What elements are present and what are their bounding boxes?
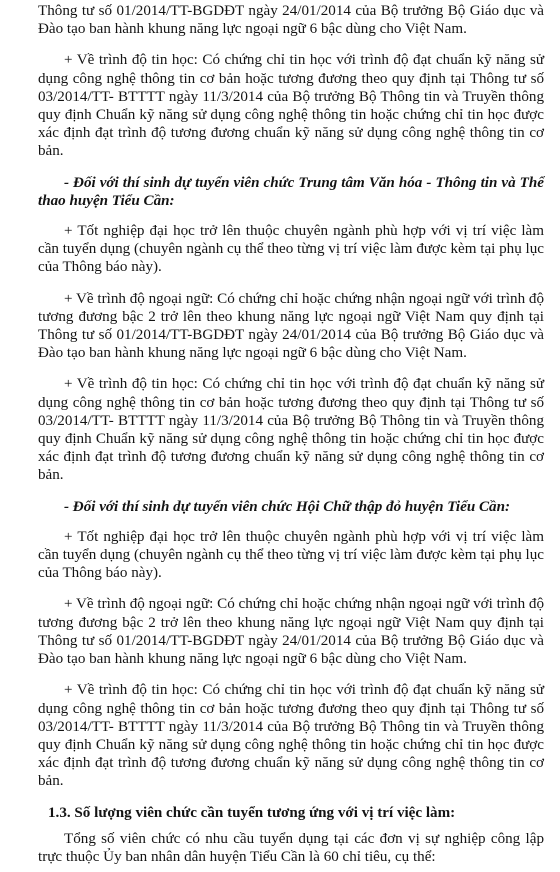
paragraph-recruitment-total: Tổng số viên chức có nhu cầu tuyển dụng tại các đơn vị sự nghiệp công lập trực thuộc Ủy ban nhân dân huyện Tiểu Cần là 60 chỉ tiêu, cụ thể: [38,830,544,865]
paragraph-it-requirement: + Về trình độ tin học: Có chứng chỉ tin học với trình độ đạt chuẩn kỹ năng sử dụng công nghệ thông tin cơ bản hoặc tương đương theo quy định tại Thông tư số 03/2014/TT- BTTTT ngày 11/3/2014 của Bộ trưởng Bộ Thông tin và Truyền thông quy định Chuẩn kỹ năng sử dụng công nghệ thông tin hoặc chứng chỉ tin học được xác định đạt trình độ tương đương chuẩn kỹ năng sử dụng công nghệ thông tin cơ bản. [38,52,544,160]
paragraph-degree-requirement: + Tốt nghiệp đại học trở lên thuộc chuyên ngành phù hợp với vị trí việc làm cần tuyển dụng (chuyên ngành cụ thể theo từng vị trí việc làm được kèm tại phụ lục của Thông báo này). [38,223,544,276]
paragraph-foreign-language-continuation: Thông tư số 01/2014/TT-BGDĐT ngày 24/01/2014 của Bộ trưởng Bộ Giáo dục và Đào tạo ban hành khung năng lực ngoại ngữ 6 bậc dùng cho Việt Nam. [38,3,544,38]
heading-red-cross-candidates: - Đối với thí sinh dự tuyển viên chức Hội Chữ thập đỏ huyện Tiểu Cần: [64,498,511,515]
section-heading-recruitment-quota: 1.3. Số lượng viên chức cần tuyển tương ứng với vị trí việc làm: [48,804,456,821]
paragraph-degree-requirement: + Tốt nghiệp đại học trở lên thuộc chuyên ngành phù hợp với vị trí việc làm cần tuyển dụng (chuyên ngành cụ thể theo từng vị trí việc làm được kèm tại phụ lục của Thông báo này). [38,528,544,582]
heading-culture-center-candidates: - Đối với thí sinh dự tuyển viên chức Trung tâm Văn hóa - Thông tin và Thể thao huyện Tiểu Cần: [38,174,544,209]
paragraph-foreign-language-requirement: + Về trình độ ngoại ngữ: Có chứng chỉ hoặc chứng nhận ngoại ngữ với trình độ tương đương bậc 2 trở lên theo khung năng lực ngoại ngữ Việt Nam quy định tại Thông tư số 01/2014/TT-BGDĐT ngày 24/01/2014 của Bộ trưởng Bộ Giáo dục và Đào tạo ban hành khung năng lực ngoại ngữ 6 bậc dùng cho Việt Nam. [38,290,544,362]
paragraph-it-requirement: + Về trình độ tin học: Có chứng chỉ tin học với trình độ đạt chuẩn kỹ năng sử dụng công nghệ thông tin cơ bản hoặc tương đương theo quy định tại Thông tư số 03/2014/TT- BTTTT ngày 11/3/2014 của Bộ trưởng Bộ Thông tin và Truyền thông quy định Chuẩn kỹ năng sử dụng công nghệ thông tin hoặc chứng chỉ tin học được xác định đạt trình độ tương đương chuẩn kỹ năng sử dụng công nghệ thông tin cơ bản. [38,682,544,790]
paragraph-foreign-language-requirement: + Về trình độ ngoại ngữ: Có chứng chỉ hoặc chứng nhận ngoại ngữ với trình độ tương đương bậc 2 trở lên theo khung năng lực ngoại ngữ Việt Nam quy định tại Thông tư số 01/2014/TT-BGDĐT ngày 24/01/2014 của Bộ trưởng Bộ Giáo dục và Đào tạo ban hành khung năng lực ngoại ngữ 6 bậc dùng cho Việt Nam. [38,596,544,668]
paragraph-it-requirement: + Về trình độ tin học: Có chứng chỉ tin học với trình độ đạt chuẩn kỹ năng sử dụng công nghệ thông tin cơ bản hoặc tương đương theo quy định tại Thông tư số 03/2014/TT- BTTTT ngày 11/3/2014 của Bộ trưởng Bộ Thông tin và Truyền thông quy định Chuẩn kỹ năng sử dụng công nghệ thông tin hoặc chứng chỉ tin học được xác định đạt trình độ tương đương chuẩn kỹ năng sử dụng công nghệ thông tin cơ bản. [38,376,544,484]
